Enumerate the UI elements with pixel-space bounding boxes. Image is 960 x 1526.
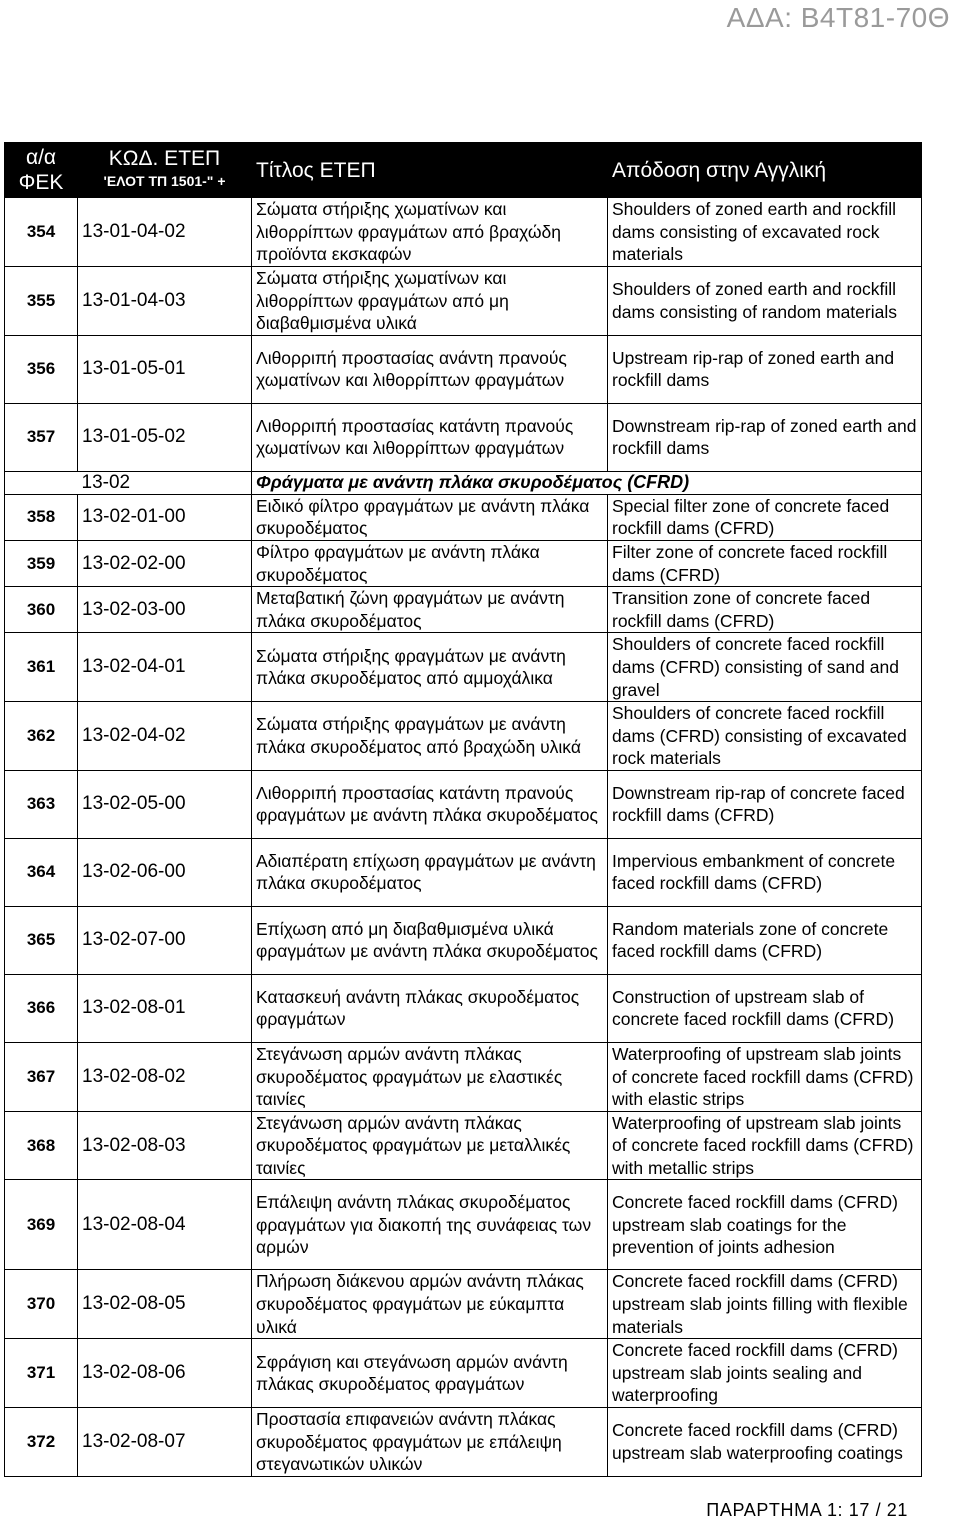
row-title-en: Concrete faced rockfill dams (CFRD) upstream slab joints filling with flexible materials: [608, 1270, 922, 1339]
row-number: 364: [5, 838, 78, 906]
etep-table: [4, 142, 922, 1477]
row-number: 359: [5, 540, 78, 586]
row-title-gr: Αδιαπέρατη επίχωση φραγμάτων με ανάντη πλάκα σκυροδέματος: [252, 838, 608, 906]
section-row: [5, 471, 922, 494]
row-number: 361: [5, 633, 78, 702]
table-row: [5, 1180, 922, 1270]
row-title-gr: Σώματα στήριξης χωματίνων και λιθορρίπτων φραγμάτων από βραχώδη προϊόντα εκσκαφών: [252, 198, 608, 267]
row-title-en: Shoulders of concrete faced rockfill dams (CFRD) consisting of excavated rock materials: [608, 702, 922, 771]
row-number: 358: [5, 494, 78, 540]
row-number: 370: [5, 1270, 78, 1339]
document-stamp-ada: ΑΔΑ: Β4Τ81-70Θ: [726, 2, 950, 33]
row-title-en: Concrete faced rockfill dams (CFRD) upstream slab joints sealing and waterproofing: [608, 1339, 922, 1408]
row-title-gr: Στεγάνωση αρμών ανάντη πλάκας σκυροδέματος φραγμάτων με μεταλλικές ταινίες: [252, 1111, 608, 1180]
table-row: [5, 906, 922, 974]
row-title-en: Concrete faced rockfill dams (CFRD) upstream slab waterproofing coatings: [608, 1408, 922, 1477]
row-code: 13-02-08-04: [78, 1180, 252, 1270]
header-title-gr: Τίτλος ΕΤΕΠ: [252, 143, 608, 198]
row-code: 13-02-04-02: [78, 702, 252, 771]
header-code-line1: ΚΩΔ. ΕΤΕΠ: [108, 147, 221, 170]
row-number: 371: [5, 1339, 78, 1408]
row-code: 13-01-05-01: [78, 335, 252, 403]
row-title-en: Concrete faced rockfill dams (CFRD) upstream slab coatings for the prevention of joints adhesion: [608, 1180, 922, 1270]
header-aa: α/α: [25, 146, 57, 169]
row-number: 363: [5, 770, 78, 838]
row-title-gr: Μεταβατική ζώνη φραγμάτων με ανάντη πλάκα σκυροδέματος: [252, 587, 608, 633]
row-title-en: Impervious embankment of concrete faced rockfill dams (CFRD): [608, 838, 922, 906]
row-number: 367: [5, 1042, 78, 1111]
table-row: [5, 267, 922, 336]
row-title-gr: Προστασία επιφανειών ανάντη πλάκας σκυροδέματος φραγμάτων με επάλειψη στεγανωτικών υλικών: [252, 1408, 608, 1477]
header-code-line2: 'ΕΛΟΤ ΤΠ 1501-" +: [103, 173, 226, 189]
row-number: 372: [5, 1408, 78, 1477]
row-title-gr: Σώματα στήριξης φραγμάτων με ανάντη πλάκα σκυροδέματος από αμμοχάλικα: [252, 633, 608, 702]
row-number: 357: [5, 403, 78, 471]
row-title-en: Waterproofing of upstream slab joints of concrete faced rockfill dams (CFRD) with metallic strips: [608, 1111, 922, 1180]
row-code: 13-01-05-02: [78, 403, 252, 471]
row-number: 355: [5, 267, 78, 336]
row-title-en: Transition zone of concrete faced rockfill dams (CFRD): [608, 587, 922, 633]
row-title-en: Random materials zone of concrete faced rockfill dams (CFRD): [608, 906, 922, 974]
row-number: 362: [5, 702, 78, 771]
row-title-en: Shoulders of concrete faced rockfill dams (CFRD) consisting of sand and gravel: [608, 633, 922, 702]
row-title-gr: Λιθορριπή προστασίας κατάντη πρανούς φραγμάτων με ανάντη πλάκα σκυροδέματος: [252, 770, 608, 838]
row-code: 13-02-06-00: [78, 838, 252, 906]
section-title: Φράγματα με ανάντη πλάκα σκυροδέματος (CFRD): [252, 471, 922, 494]
row-title-gr: Σφράγιση και στεγάνωση αρμών ανάντη πλάκας σκυροδέματος φραγμάτων: [252, 1339, 608, 1408]
row-title-en: Shoulders of zoned earth and rockfill dams consisting of excavated rock materials: [608, 198, 922, 267]
table-body-13-01: [5, 198, 922, 472]
header-aa-fek: [5, 143, 78, 198]
header-fek: ΦΕΚ: [18, 171, 64, 194]
table-row: [5, 587, 922, 633]
header-code: [78, 143, 252, 198]
table-row: [5, 494, 922, 540]
header-title-en: Απόδοση στην Αγγλική: [608, 143, 922, 198]
row-code: 13-02-08-05: [78, 1270, 252, 1339]
row-title-gr: Πλήρωση διάκενου αρμών ανάντη πλάκας σκυροδέματος φραγμάτων με εύκαμπτα υλικά: [252, 1270, 608, 1339]
table-row: [5, 1339, 922, 1408]
table-row: [5, 1111, 922, 1180]
row-title-gr: Κατασκευή ανάντη πλάκας σκυροδέματος φραγμάτων: [252, 974, 608, 1042]
row-title-gr: Σώματα στήριξης χωματίνων και λιθορρίπτων φραγμάτων από μη διαβαθμισμένα υλικά: [252, 267, 608, 336]
table-row: [5, 702, 922, 771]
table-row: [5, 335, 922, 403]
row-code: 13-02-05-00: [78, 770, 252, 838]
row-title-gr: Λιθορριπή προστασίας ανάντη πρανούς χωματίνων και λιθορρίπτων φραγμάτων: [252, 335, 608, 403]
table-row: [5, 198, 922, 267]
row-number: 354: [5, 198, 78, 267]
row-number: 369: [5, 1180, 78, 1270]
row-code: 13-02-08-06: [78, 1339, 252, 1408]
row-number: 366: [5, 974, 78, 1042]
row-code: 13-01-04-02: [78, 198, 252, 267]
row-code: 13-02-08-02: [78, 1042, 252, 1111]
row-code: 13-02-02-00: [78, 540, 252, 586]
table-row: [5, 974, 922, 1042]
table-body-13-02: [5, 494, 922, 1476]
page-footer: ΠΑΡΑΡΤΗΜΑ 1: 17 / 21: [706, 1500, 908, 1520]
row-title-en: Upstream rip-rap of zoned earth and rockfill dams: [608, 335, 922, 403]
row-code: 13-01-04-03: [78, 267, 252, 336]
row-number: 368: [5, 1111, 78, 1180]
row-code: 13-02-08-07: [78, 1408, 252, 1477]
table-row: [5, 1408, 922, 1477]
row-title-en: Downstream rip-rap of zoned earth and rockfill dams: [608, 403, 922, 471]
row-title-gr: Ειδικό φίλτρο φραγμάτων με ανάντη πλάκα σκυροδέματος: [252, 494, 608, 540]
row-title-gr: Φίλτρο φραγμάτων με ανάντη πλάκα σκυροδέματος: [252, 540, 608, 586]
row-title-gr: Επάλειψη ανάντη πλάκας σκυροδέματος φραγμάτων για διακοπή της συνάφειας των αρμών: [252, 1180, 608, 1270]
row-number: 365: [5, 906, 78, 974]
row-title-en: Filter zone of concrete faced rockfill dams (CFRD): [608, 540, 922, 586]
section-code: 13-02: [78, 471, 252, 494]
table-row: [5, 1270, 922, 1339]
table-section-13-02: [5, 471, 922, 494]
table-row: [5, 838, 922, 906]
row-title-gr: Σώματα στήριξης φραγμάτων με ανάντη πλάκα σκυροδέματος από βραχώδη υλικά: [252, 702, 608, 771]
row-number: 356: [5, 335, 78, 403]
table-row: [5, 633, 922, 702]
row-title-en: Shoulders of zoned earth and rockfill dams consisting of random materials: [608, 267, 922, 336]
row-title-gr: Στεγάνωση αρμών ανάντη πλάκας σκυροδέματος φραγμάτων με ελαστικές ταινίες: [252, 1042, 608, 1111]
section-empty-cell: [5, 471, 78, 494]
table-row: [5, 540, 922, 586]
row-title-en: Construction of upstream slab of concrete faced rockfill dams (CFRD): [608, 974, 922, 1042]
row-code: 13-02-08-03: [78, 1111, 252, 1180]
row-title-en: Downstream rip-rap of concrete faced rockfill dams (CFRD): [608, 770, 922, 838]
row-code: 13-02-03-00: [78, 587, 252, 633]
row-title-gr: Λιθορριπή προστασίας κατάντη πρανούς χωματίνων και λιθορρίπτων φραγμάτων: [252, 403, 608, 471]
row-code: 13-02-08-01: [78, 974, 252, 1042]
row-number: 360: [5, 587, 78, 633]
table-row: [5, 403, 922, 471]
table-row: [5, 1042, 922, 1111]
row-title-en: Waterproofing of upstream slab joints of concrete faced rockfill dams (CFRD) with elastic strips: [608, 1042, 922, 1111]
table-header-row: [5, 143, 922, 198]
table-row: [5, 770, 922, 838]
row-code: 13-02-07-00: [78, 906, 252, 974]
row-title-en: Special filter zone of concrete faced rockfill dams (CFRD): [608, 494, 922, 540]
row-code: 13-02-04-01: [78, 633, 252, 702]
row-code: 13-02-01-00: [78, 494, 252, 540]
row-title-gr: Επίχωση από μη διαβαθμισμένα υλικά φραγμάτων με ανάντη πλάκα σκυροδέματος: [252, 906, 608, 974]
